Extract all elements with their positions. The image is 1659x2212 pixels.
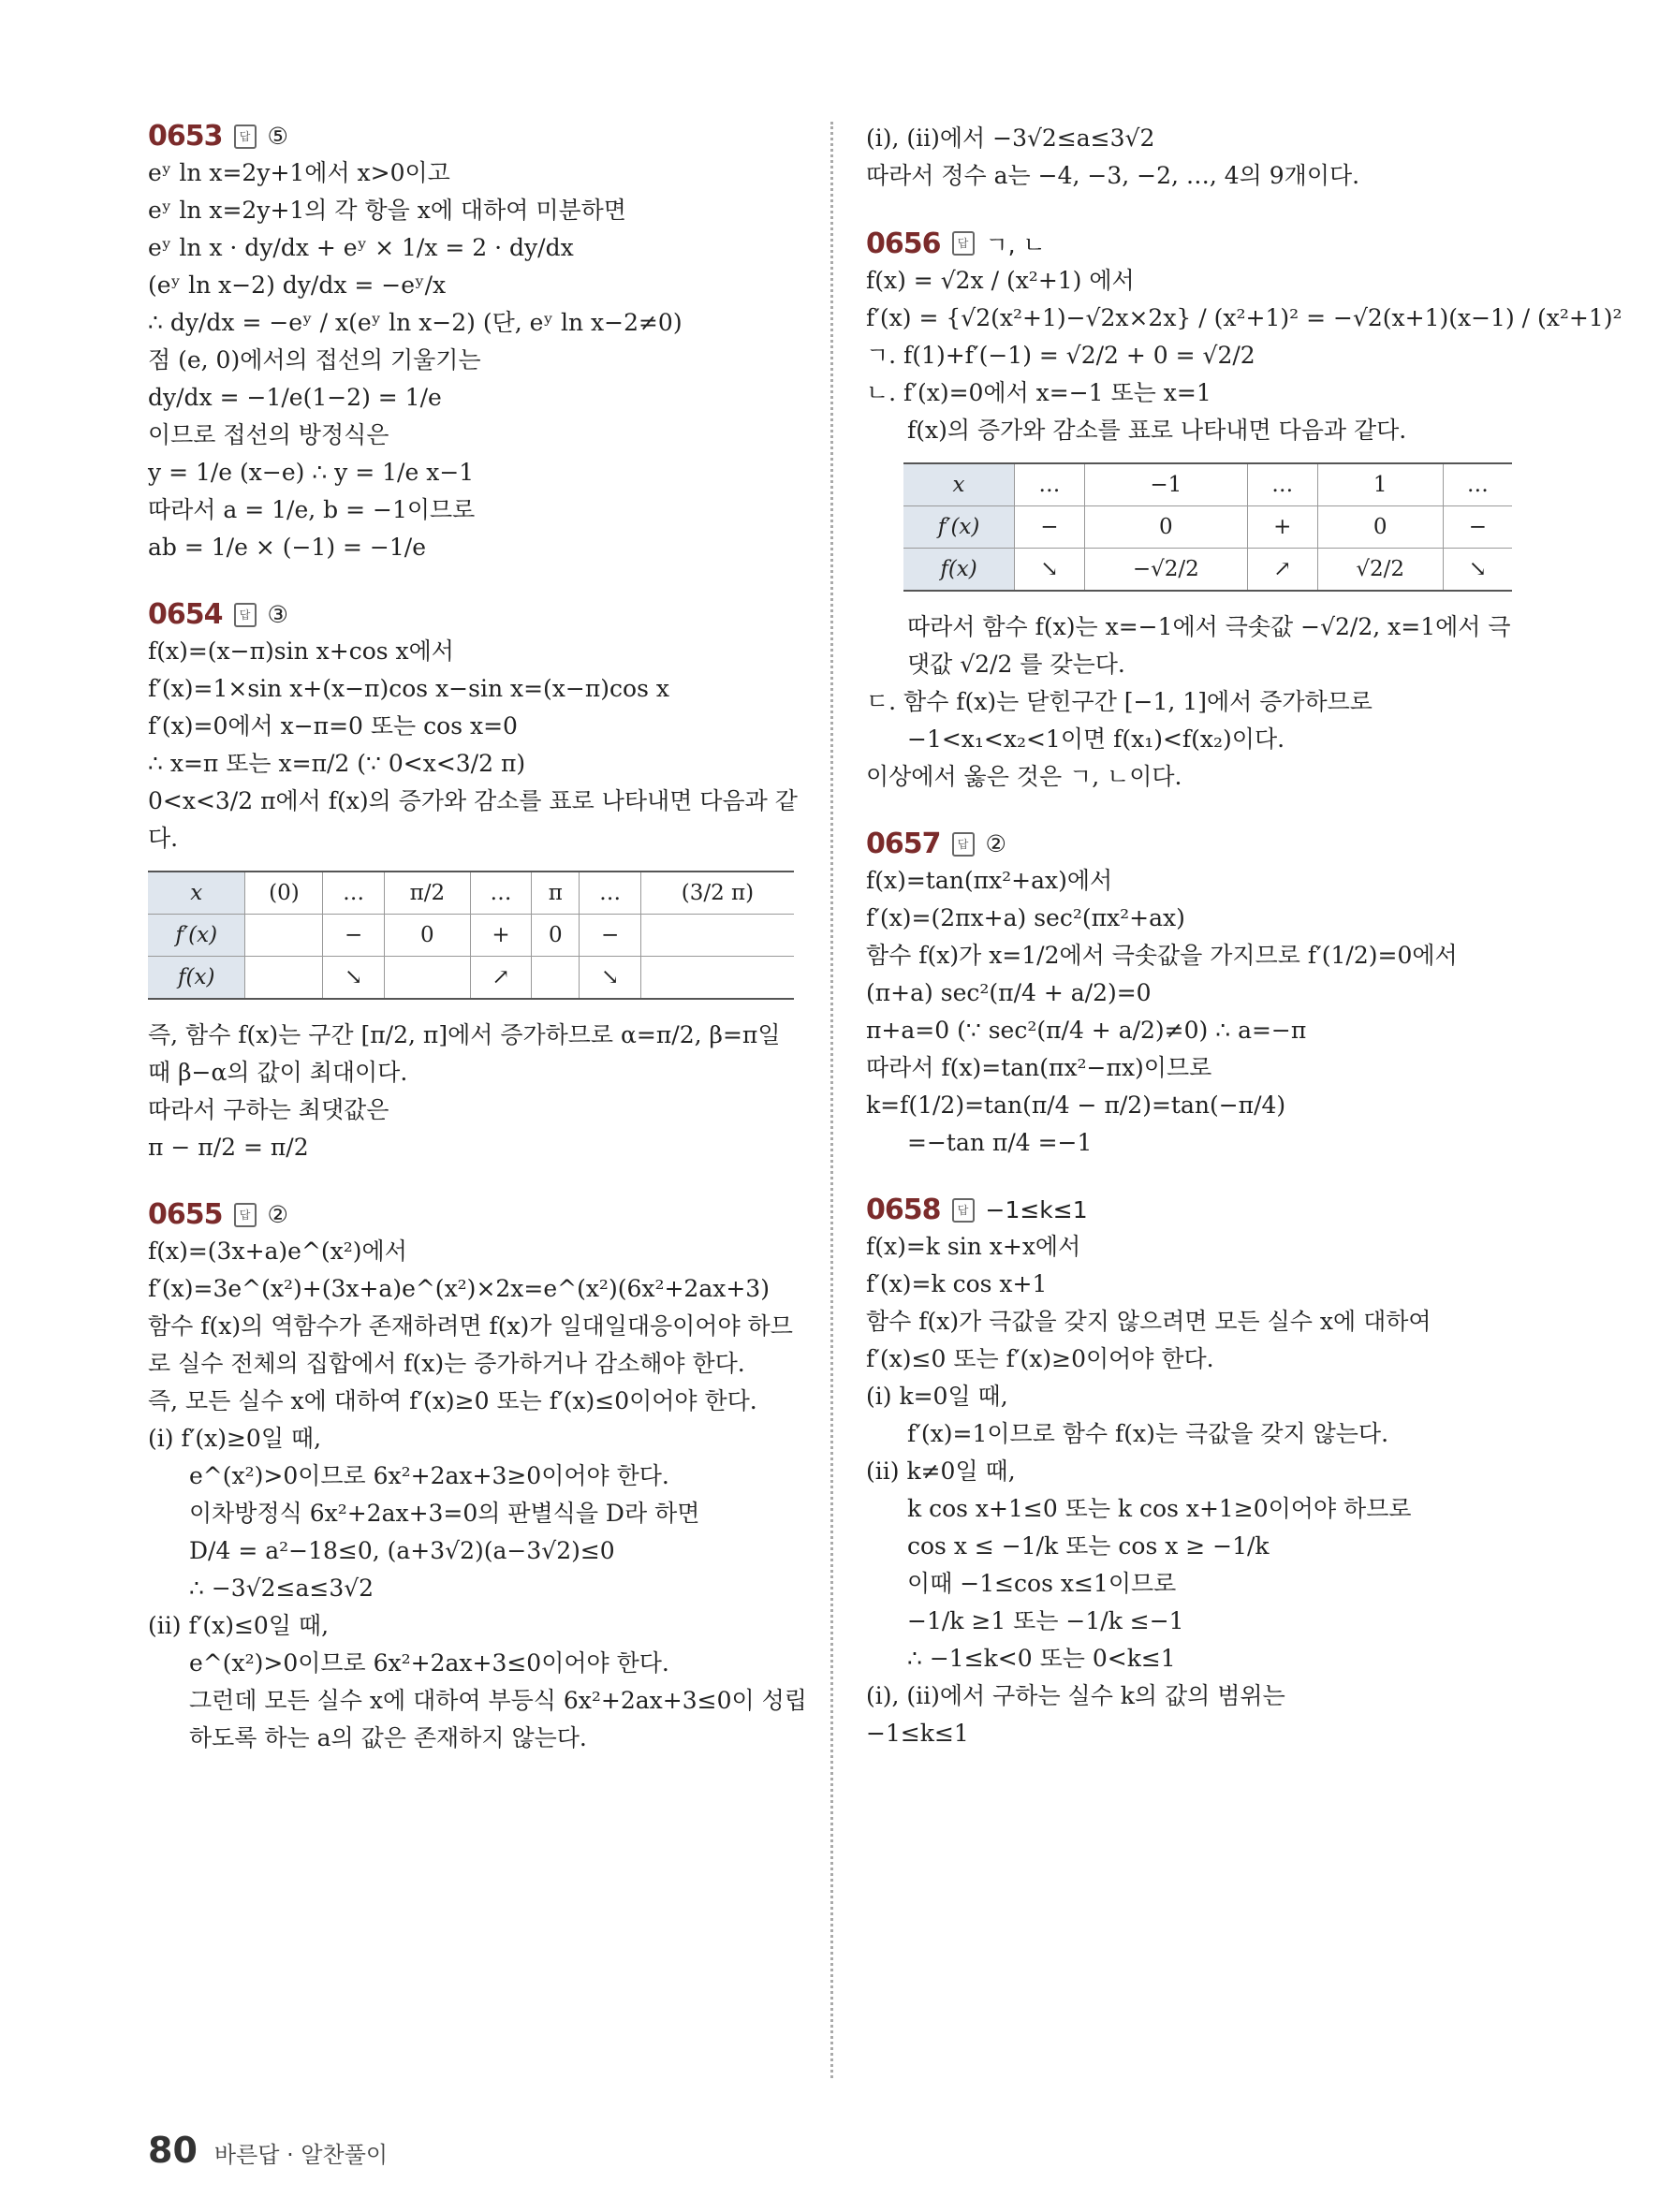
solution-line: 0<x<3/2 π에서 f(x)의 증가와 감소를 표로 나타내면 다음과 같 <box>148 787 798 814</box>
table-cell <box>245 915 323 957</box>
solution-line: f′(x)=1×sin x+(x−π)cos x−sin x=(x−π)cos x <box>148 675 669 702</box>
solution-line: f(x)=(3x+a)e^(x²)에서 <box>148 1238 407 1265</box>
table-row <box>903 549 1512 592</box>
variation-table-0656 <box>903 462 1512 592</box>
solution-line: 함수 f(x)가 극값을 갖지 않으려면 모든 실수 x에 대하여 <box>866 1308 1431 1335</box>
problem-header-0654 <box>148 598 794 631</box>
table-row <box>148 915 794 957</box>
table-cell <box>245 957 323 1000</box>
problem-answer: ⑤ <box>267 123 288 150</box>
table-cell: − <box>1443 506 1512 549</box>
solution-line: 따라서 a = 1/e, b = −1이므로 <box>148 496 476 523</box>
solution-line: ㄴ. f′(x)=0에서 x=−1 또는 x=1 <box>866 379 1211 406</box>
solution-line: 그런데 모든 실수 x에 대하여 부등식 6x²+2ax+3≤0이 성립 <box>189 1687 807 1714</box>
solution-line: (ⅱ) f′(x)≤0일 때, <box>148 1612 330 1639</box>
solution-line: f′(x)=1이므로 함수 f(x)는 극값을 갖지 않는다. <box>907 1420 1389 1447</box>
solution-line: −1<x₁<x₂<1이면 f(x₁)<f(x₂)이다. <box>907 725 1285 753</box>
table-cell: ↘ <box>1443 549 1512 592</box>
page-footer <box>148 2130 388 2171</box>
solution-line: f(x)=(x−π)sin x+cos x에서 <box>148 637 454 665</box>
solution-line: f(x)=tan(πx²+ax)에서 <box>866 867 1113 894</box>
problem-header-0653 <box>148 120 794 153</box>
table-cell: f(x) <box>903 549 1015 592</box>
table-cell: + <box>1247 506 1317 549</box>
solution-line: π − π/2 = π/2 <box>148 1134 309 1161</box>
solution-line: (ⅰ), (ⅱ)에서 −3√2≤a≤3√2 <box>866 125 1155 152</box>
table-cell: π/2 <box>384 872 470 915</box>
table-cell: + <box>470 915 531 957</box>
solution-line: (ⅰ) f′(x)≥0일 때, <box>148 1425 322 1452</box>
left-column <box>148 120 807 1757</box>
solution-line: 이상에서 옳은 것은 ㄱ, ㄴ이다. <box>866 763 1182 790</box>
solution-line: eʸ ln x · dy/dx + eʸ × 1/x = 2 · dy/dx <box>148 234 574 261</box>
table-cell: 0 <box>1084 506 1247 549</box>
problem-header-0656 <box>866 227 1512 260</box>
table-cell <box>640 915 794 957</box>
solution-line: k cos x+1≤0 또는 k cos x+1≥0이어야 하므로 <box>907 1495 1412 1522</box>
solution-line: 로 실수 전체의 집합에서 f(x)는 증가하거나 감소해야 한다. <box>148 1350 745 1377</box>
table-cell: ↘ <box>323 957 384 1000</box>
table-cell: ↘ <box>1015 549 1085 592</box>
solution-line: cos x ≤ −1/k 또는 cos x ≥ −1/k <box>907 1532 1270 1560</box>
solution-line: 다. <box>148 825 179 852</box>
solution-line: (ⅰ) k=0일 때, <box>866 1383 1008 1410</box>
solution-line: 이차방정식 6x²+2ax+3=0의 판별식을 D라 하면 <box>189 1500 700 1527</box>
solution-line: f′(x)=k cos x+1 <box>866 1270 1048 1297</box>
table-cell: 1 <box>1317 463 1443 506</box>
table-cell: … <box>1015 463 1085 506</box>
solution-line: e^(x²)>0이므로 6x²+2ax+3≤0이어야 한다. <box>189 1649 669 1677</box>
problem-header-0658 <box>866 1194 1512 1226</box>
table-cell: ↗ <box>470 957 531 1000</box>
answer-icon: 답 <box>234 603 257 627</box>
solution-line: f′(x)=0에서 x−π=0 또는 cos x=0 <box>148 712 518 740</box>
answer-icon: 답 <box>234 125 257 149</box>
table-cell: x <box>903 463 1015 506</box>
solution-line: 이므로 접선의 방정식은 <box>148 421 389 448</box>
solution-line: 따라서 구하는 최댓값은 <box>148 1096 389 1123</box>
solution-line: ∴ −3√2≤a≤3√2 <box>189 1575 374 1602</box>
table-cell: … <box>580 872 640 915</box>
solution-line: ab = 1/e × (−1) = −1/e <box>148 534 426 561</box>
solution-line: 따라서 f(x)=tan(πx²−πx)이므로 <box>866 1054 1212 1081</box>
table-cell: − <box>580 915 640 957</box>
table-cell: … <box>323 872 384 915</box>
problem-answer: −1≤k≤1 <box>985 1196 1088 1223</box>
table-row <box>903 506 1512 549</box>
solution-line: 즉, 모든 실수 x에 대하여 f′(x)≥0 또는 f′(x)≤0이어야 한다. <box>148 1387 757 1414</box>
table-cell: −√2/2 <box>1084 549 1247 592</box>
table-row <box>148 957 794 1000</box>
problem-header-0657 <box>866 828 1512 860</box>
table-cell: 0 <box>384 915 470 957</box>
solution-line: 댓값 √2/2 를 갖는다. <box>907 651 1125 678</box>
table-cell: √2/2 <box>1317 549 1443 592</box>
solution-line: 따라서 정수 a는 −4, −3, −2, …, 4의 9개이다. <box>866 162 1360 189</box>
problem-answer: ㄱ, ㄴ <box>985 231 1046 258</box>
solution-line: f(x)=k sin x+x에서 <box>866 1233 1081 1260</box>
solution-line: 따라서 함수 f(x)는 x=−1에서 극솟값 −√2/2, x=1에서 극 <box>907 613 1511 640</box>
table-cell: (0) <box>245 872 323 915</box>
footer-label: 바른답 · 알찬풀이 <box>213 2142 389 2168</box>
solution-line: f′(x)=(2πx+a) sec²(πx²+ax) <box>866 904 1185 931</box>
table-cell: ↘ <box>580 957 640 1000</box>
answer-icon: 답 <box>952 231 975 256</box>
problem-number: 0653 <box>148 120 223 153</box>
table-cell: 0 <box>532 915 580 957</box>
solution-line: f′(x)=3e^(x²)+(3x+a)e^(x²)×2x=e^(x²)(6x²+2ax+3) <box>148 1275 770 1302</box>
solution-line: 즉, 함수 f(x)는 구간 [π/2, π]에서 증가하므로 α=π/2, β=π일 <box>148 1021 781 1048</box>
solution-line: =−tan π/4 =−1 <box>907 1129 1093 1156</box>
solution-line: y = 1/e (x−e) ∴ y = 1/e x−1 <box>148 459 475 486</box>
table-cell: x <box>148 872 245 915</box>
solution-line: 때 β−α의 값이 최대이다. <box>148 1059 408 1086</box>
solution-line: (ⅰ), (ⅱ)에서 구하는 실수 k의 값의 범위는 <box>866 1682 1285 1709</box>
table-cell <box>640 957 794 1000</box>
solution-line: 점 (e, 0)에서의 접선의 기울기는 <box>148 346 481 374</box>
solution-line: 함수 f(x)가 x=1/2에서 극솟값을 가지므로 f′(1/2)=0에서 <box>866 942 1458 969</box>
solution-line: (eʸ ln x−2) dy/dx = −eʸ/x <box>148 271 447 299</box>
problem-number: 0657 <box>866 828 941 860</box>
table-cell: −1 <box>1084 463 1247 506</box>
solution-line: k=f(1/2)=tan(π/4 − π/2)=tan(−π/4) <box>866 1091 1286 1119</box>
variation-table-0654 <box>148 871 794 1000</box>
solution-line: (π+a) sec²(π/4 + a/2)=0 <box>866 979 1152 1006</box>
solution-line: π+a=0 (∵ sec²(π/4 + a/2)≠0) ∴ a=−π <box>866 1017 1307 1044</box>
solution-line: D/4 = a²−18≤0, (a+3√2)(a−3√2)≤0 <box>189 1537 615 1564</box>
table-cell: 0 <box>1317 506 1443 549</box>
answer-icon: 답 <box>952 1198 975 1223</box>
table-row <box>148 872 794 915</box>
solution-line: ∴ x=π 또는 x=π/2 (∵ 0<x<3/2 π) <box>148 750 526 777</box>
table-cell: ↗ <box>1247 549 1317 592</box>
solution-line: f(x)의 증가와 감소를 표로 나타내면 다음과 같다. <box>907 417 1407 444</box>
solution-line: f′(x)≤0 또는 f′(x)≥0이어야 한다. <box>866 1345 1214 1372</box>
solution-line: dy/dx = −1/e(1−2) = 1/e <box>148 384 442 411</box>
solution-line: 이때 −1≤cos x≤1이므로 <box>907 1570 1177 1597</box>
table-cell: … <box>1247 463 1317 506</box>
column-divider <box>830 122 833 2078</box>
table-cell <box>532 957 580 1000</box>
table-cell <box>384 957 470 1000</box>
solution-line: ㄷ. 함수 f(x)는 닫힌구간 [−1, 1]에서 증가하므로 <box>866 688 1373 715</box>
solution-line: −1/k ≥1 또는 −1/k ≤−1 <box>907 1607 1184 1634</box>
answer-icon: 답 <box>952 832 975 857</box>
solution-line: e^(x²)>0이므로 6x²+2ax+3≥0이어야 한다. <box>189 1462 669 1489</box>
solution-line: −1≤k≤1 <box>866 1720 969 1747</box>
problem-number: 0656 <box>866 227 941 260</box>
problem-answer: ② <box>985 830 1006 857</box>
solution-line: f(x) = √2x / (x²+1) 에서 <box>866 267 1135 294</box>
table-cell: π <box>532 872 580 915</box>
solution-line: f′(x) = {√2(x²+1)−√2x×2x} / (x²+1)² = −√2(x+1)(x−1) / (x²+1)² <box>866 304 1622 331</box>
problem-answer: ③ <box>267 601 288 628</box>
solution-line: ㄱ. f(1)+f′(−1) = √2/2 + 0 = √2/2 <box>866 342 1255 369</box>
solution-line: 하도록 하는 a의 값은 존재하지 않는다. <box>189 1724 587 1751</box>
table-cell: f′(x) <box>148 915 245 957</box>
table-cell: − <box>323 915 384 957</box>
table-cell: (3/2 π) <box>640 872 794 915</box>
problem-number: 0658 <box>866 1194 941 1226</box>
problem-header-0655 <box>148 1198 794 1231</box>
table-cell: … <box>470 872 531 915</box>
solution-line: 함수 f(x)의 역함수가 존재하려면 f(x)가 일대일대응이어야 하므 <box>148 1312 793 1340</box>
solution-line: (ⅱ) k≠0일 때, <box>866 1458 1016 1485</box>
right-column <box>866 120 1622 1752</box>
problem-number: 0655 <box>148 1198 223 1231</box>
table-cell: f′(x) <box>903 506 1015 549</box>
answer-icon: 답 <box>234 1203 257 1227</box>
page-number: 80 <box>148 2130 198 2171</box>
solution-line: ∴ dy/dx = −eʸ / x(eʸ ln x−2) (단, eʸ ln x−2≠0) <box>148 309 683 336</box>
solution-line: eʸ ln x=2y+1에서 x>0이고 <box>148 159 450 186</box>
table-cell: … <box>1443 463 1512 506</box>
table-cell: − <box>1015 506 1085 549</box>
table-cell: f(x) <box>148 957 245 1000</box>
solution-line: eʸ ln x=2y+1의 각 항을 x에 대하여 미분하면 <box>148 197 626 224</box>
solution-line: ∴ −1≤k<0 또는 0<k≤1 <box>907 1645 1176 1672</box>
problem-answer: ② <box>267 1201 288 1228</box>
table-row <box>903 463 1512 506</box>
problem-number: 0654 <box>148 598 223 631</box>
